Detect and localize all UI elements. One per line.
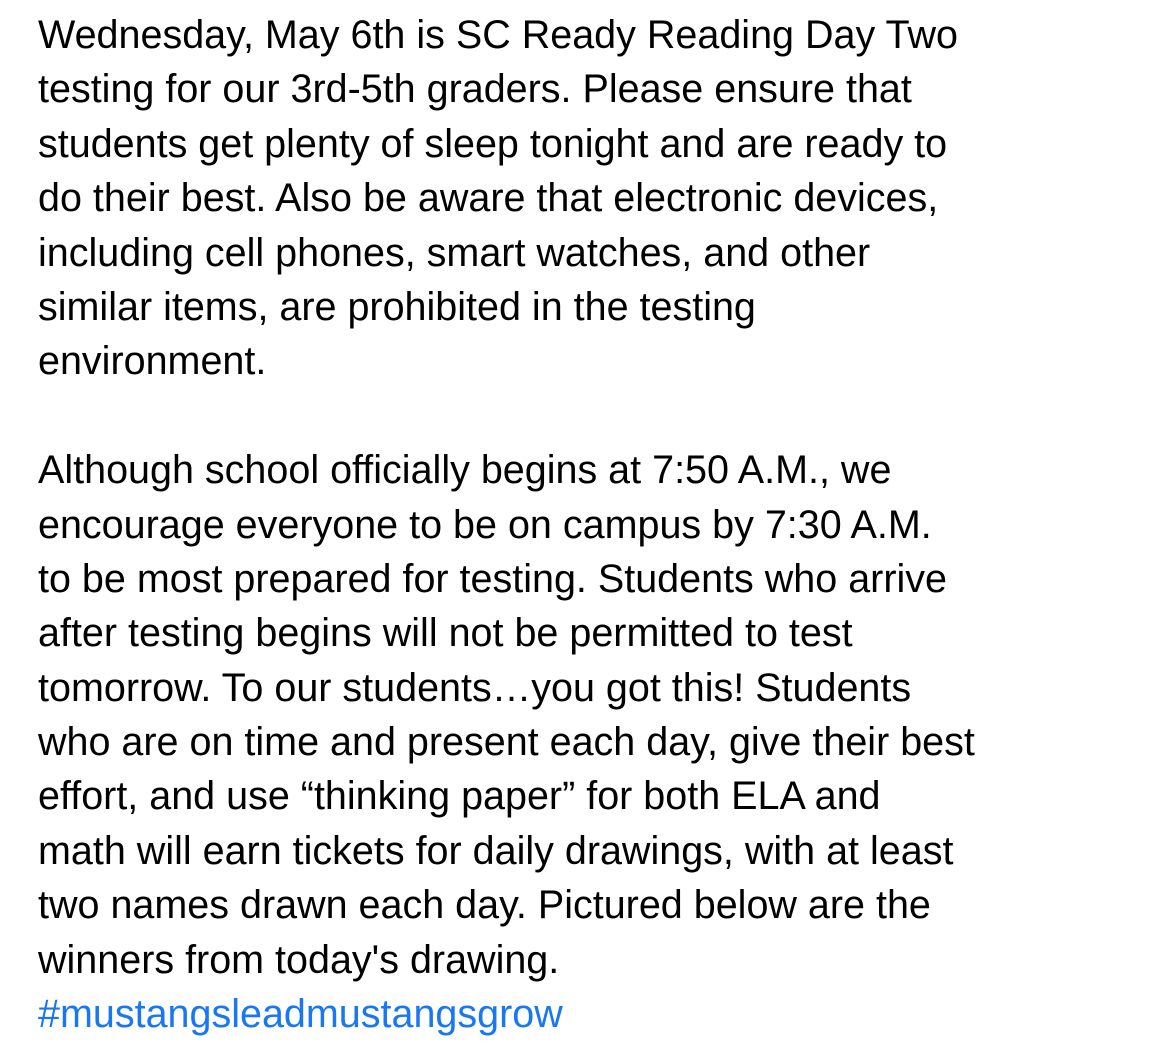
text-line: tomorrow. To our students…you got this! Students [38,665,912,710]
text-line: two names drawn each day. Pictured below are the [38,883,931,928]
post-paragraph-2 [38,443,1160,987]
text-line: after testing begins will not be permitted to test [38,611,853,656]
text-line: Wednesday, May 6th is SC Ready Reading Day Two [38,13,958,57]
text-line: who are on time and present each day, give their best [38,720,975,765]
post-paragraph-1 [38,8,1160,389]
text-line: effort, and use “thinking paper” for both ELA and [38,774,881,819]
text-line: encourage everyone to be on campus by 7:30 A.M. [38,502,932,547]
text-line: do their best. Also be aware that electronic devices, [38,176,939,221]
text-line: math will earn tickets for daily drawings, with at least [38,828,954,873]
text-line: Although school officially begins at 7:50 A.M., we [38,448,892,493]
hashtag-link[interactable]: #mustangsleadmustangsgrow [38,992,563,1037]
text-line: students get plenty of sleep tonight and are ready to [38,121,948,166]
text-line: winners from today's drawing. [38,937,560,982]
text-line: similar items, are prohibited in the testing [38,284,756,329]
text-line: testing for our 3rd-5th graders. Please ensure that [38,67,912,112]
text-line: to be most prepared for testing. Students who arrive [38,556,947,601]
text-line: including cell phones, smart watches, and other [38,230,871,275]
text-line: environment. [38,339,267,384]
paragraph-spacer [38,389,1160,443]
